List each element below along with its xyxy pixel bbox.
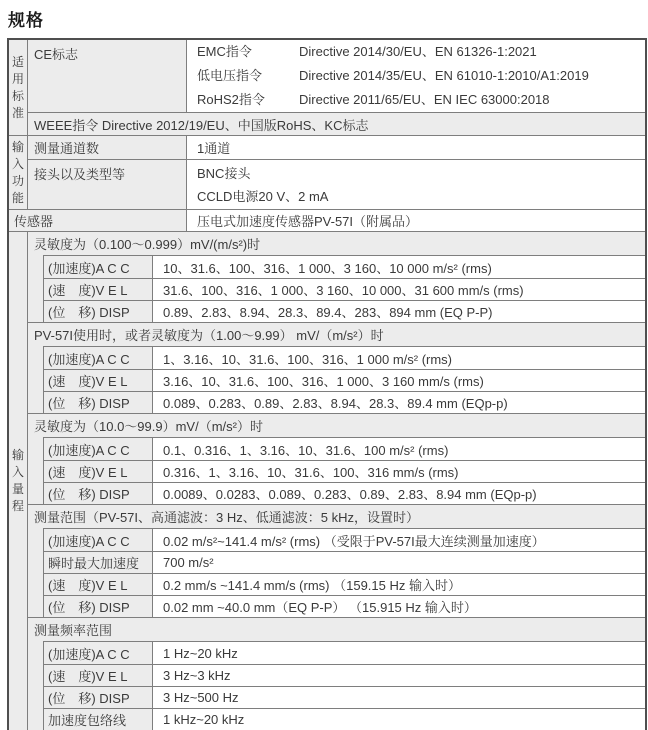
row-key-disp: (位 移) DISP	[44, 301, 153, 322]
row-value-acc: 1、3.16、10、31.6、100、316、1 000 m/s² (rms)	[153, 347, 645, 369]
table-row-vel	[44, 573, 645, 595]
row-key-disp: (位 移) DISP	[44, 483, 153, 504]
table-row-vel	[44, 460, 645, 482]
table-row-disp	[44, 391, 645, 413]
ce-directive-value: Directive 2014/35/EU、EN 61010-1:2010/A1:2019	[299, 68, 589, 83]
row-value-disp: 0.089、0.283、0.89、2.83、8.94、28.3、89.4 mm (EQp-p)	[153, 392, 645, 413]
table-row-disp	[44, 482, 645, 504]
row-value-disp: 0.0089、0.0283、0.089、0.283、0.89、2.83、8.94 mm (EQp-p)	[153, 483, 645, 504]
page-title: 规格	[8, 11, 44, 30]
row-value-connector	[187, 160, 645, 209]
section-header: 测量范围（PV-57I、高通滤波：3 Hz、低通滤波：5 kHz，设置时）	[28, 505, 645, 528]
section-header: 灵敏度为（10.0～99.9）mV/（m/s²）时	[28, 414, 645, 437]
row-key-acc: (加速度)A C C	[44, 642, 153, 664]
section-header: 灵敏度为（0.100～0.999）mV/(m/s²)时	[28, 232, 645, 255]
row-value-disp: 3 Hz~500 Hz	[153, 687, 645, 708]
row-key-acc: (加速度)A C C	[44, 529, 153, 551]
row-key-acc: (加速度)A C C	[44, 438, 153, 460]
spec-table	[7, 38, 647, 730]
group-label-applicable-standards: 适用标准	[9, 40, 28, 135]
section-body	[43, 437, 645, 504]
row-value-acc: 1 Hz~20 kHz	[153, 642, 645, 664]
ce-directive-name: EMC指令	[197, 44, 252, 59]
table-row-channels	[28, 136, 645, 159]
row-value-vel: 3 Hz~3 kHz	[153, 665, 645, 686]
ce-directive-value: Directive 2011/65/EU、EN IEC 63000:2018	[299, 92, 550, 107]
row-key-disp: (位 移) DISP	[44, 392, 153, 413]
group-label-input-function: 输入功能	[9, 136, 28, 209]
section-body	[43, 255, 645, 322]
section-body	[43, 346, 645, 413]
ce-line-emc	[197, 40, 635, 64]
table-row-acc	[44, 438, 645, 460]
row-key-channels: 测量通道数	[28, 136, 187, 159]
section-body	[43, 528, 645, 617]
ce-line-lvd	[197, 64, 635, 88]
row-value-peak-acceleration: 700 m/s²	[153, 552, 645, 573]
table-row-sensor	[9, 209, 645, 231]
table-row-vel	[44, 278, 645, 300]
section-header: 测量频率范围	[28, 618, 645, 641]
section-sensitivity-pv57i-1.00-9.99	[28, 322, 645, 413]
group-applicable-standards	[9, 40, 645, 135]
row-key-vel: (速 度)V E L	[44, 665, 153, 686]
row-value-weee: WEEE指令 Directive 2012/19/EU、中国版RoHS、KC标志	[28, 113, 645, 135]
connector-line-ccld: CCLD电源20 V、2 mA	[197, 188, 329, 204]
table-row-vel	[44, 369, 645, 391]
table-row-disp	[44, 686, 645, 708]
table-row-acceleration-envelope	[44, 708, 645, 730]
row-key-peak-acceleration: 瞬时最大加速度	[44, 552, 153, 573]
row-value-ce	[187, 40, 645, 112]
table-row-peak-acceleration	[44, 551, 645, 573]
row-value-channels: 1通道	[187, 136, 645, 159]
row-key-vel: (速 度)V E L	[44, 574, 153, 595]
table-row-vel	[44, 664, 645, 686]
table-row-ce	[28, 40, 645, 112]
ce-line-rohs2	[197, 88, 635, 112]
row-key-vel: (速 度)V E L	[44, 279, 153, 300]
row-value-vel: 0.2 mm/s ~141.4 mm/s (rms) （159.15 Hz 输入时）	[153, 574, 645, 595]
group-input-function	[9, 135, 645, 209]
table-row-acc	[44, 642, 645, 664]
group-input-range	[9, 231, 645, 730]
row-value-vel: 31.6、100、316、1 000、3 160、10 000、31 600 mm/s (rms)	[153, 279, 645, 300]
section-sensitivity-10.0-99.9	[28, 413, 645, 504]
group-content-input-function	[28, 136, 645, 209]
row-value-acceleration-envelope: 1 kHz~20 kHz	[153, 709, 645, 730]
spec-page	[0, 6, 648, 728]
row-value-acc: 0.02 m/s²~141.4 m/s² (rms) （受限于PV-57I最大连续测量加速度）	[153, 529, 645, 551]
row-value-disp: 0.89、2.83、8.94、28.3、89.4、283、894 mm (EQ P-P)	[153, 301, 645, 322]
row-value-acc: 10、31.6、100、316、1 000、3 160、10 000 m/s² (rms)	[153, 256, 645, 278]
row-key-disp: (位 移) DISP	[44, 687, 153, 708]
row-key-connector: 接头以及类型等	[28, 160, 187, 209]
row-key-acceleration-envelope: 加速度包络线	[44, 709, 153, 730]
input-range-sections	[28, 232, 645, 730]
table-row-connector	[28, 159, 645, 209]
row-value-vel: 3.16、10、31.6、100、316、1 000、3 160 mm/s (rms)	[153, 370, 645, 391]
section-header: PV-57I使用时，或者灵敏度为（1.00～9.99） mV/（m/s²）时	[28, 323, 645, 346]
row-key-vel: (速 度)V E L	[44, 370, 153, 391]
group-label-input-range: 输入量程	[9, 232, 28, 730]
table-row-acc	[44, 256, 645, 278]
section-sensitivity-0.100-0.999	[28, 232, 645, 322]
ce-directive-name: 低电压指令	[197, 68, 263, 83]
row-key-acc: (加速度)A C C	[44, 347, 153, 369]
row-value-sensor: 压电式加速度传感器PV-57I（附属品）	[187, 210, 645, 231]
row-key-ce: CE标志	[28, 40, 187, 112]
table-row-weee	[28, 112, 645, 135]
table-row-acc	[44, 347, 645, 369]
row-value-acc: 0.1、0.316、1、3.16、10、31.6、100 m/s² (rms)	[153, 438, 645, 460]
row-key-disp: (位 移) DISP	[44, 596, 153, 617]
section-measurement-range	[28, 504, 645, 617]
row-value-vel: 0.316、1、3.16、10、31.6、100、316 mm/s (rms)	[153, 461, 645, 482]
table-row-disp	[44, 595, 645, 617]
ce-directive-value: Directive 2014/30/EU、EN 61326-1:2021	[299, 44, 537, 59]
table-row-disp	[44, 300, 645, 322]
group-content-standards	[28, 40, 645, 135]
section-frequency-range	[28, 617, 645, 730]
row-value-disp: 0.02 mm ~40.0 mm（EQ P-P） （15.915 Hz 输入时）	[153, 596, 645, 617]
table-row-acc	[44, 529, 645, 551]
section-body	[43, 641, 645, 730]
row-key-sensor: 传感器	[9, 210, 187, 231]
row-key-acc: (加速度)A C C	[44, 256, 153, 278]
row-key-vel: (速 度)V E L	[44, 461, 153, 482]
ce-directive-name: RoHS2指令	[197, 92, 265, 107]
connector-line-bnc: BNC接头	[197, 165, 251, 181]
